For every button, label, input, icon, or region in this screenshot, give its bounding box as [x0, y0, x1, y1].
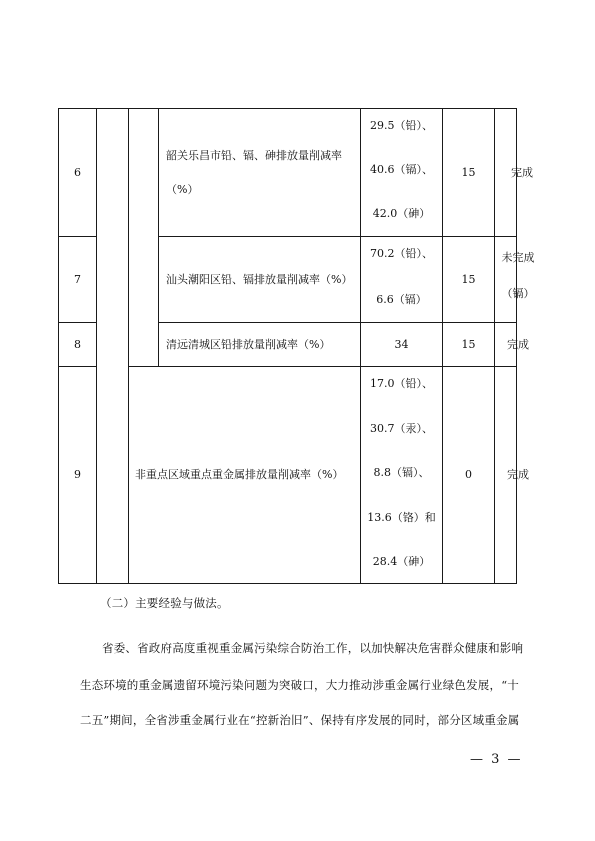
- row-number-cell: [59, 237, 96, 322]
- actual-value-line: 70.2（铅）、: [370, 247, 433, 260]
- status-text: 完成: [511, 165, 533, 179]
- indicator-line: （%）: [166, 182, 199, 196]
- actual-value-cell: [361, 118, 442, 222]
- target-value: 0: [465, 468, 472, 481]
- section-heading: （二）主要经验与做法。: [100, 596, 229, 610]
- indicator-line: 汕头潮阳区铅、镉排放量削减率（%）: [166, 272, 353, 286]
- status-cell: [494, 367, 542, 583]
- actual-value-line: 28.4（砷）: [372, 555, 431, 568]
- indicator-line: 清远清城区铅排放量削减率（%）: [166, 337, 331, 351]
- actual-value-line: 40.6（镉）、: [370, 163, 433, 176]
- indicator-line: 非重点区域重点重金属排放量削减率（%）: [135, 468, 344, 481]
- status-text: （镉）: [501, 287, 535, 300]
- body-line: 二五”期间，全省涉重金属行业在“控新治旧”、保持有序发展的同时，部分区域重金属: [80, 713, 520, 727]
- actual-value-line: 8.8（镉）、: [373, 466, 430, 479]
- actual-value-cell: [361, 323, 442, 366]
- target-value: 15: [461, 272, 476, 286]
- status-text: 完成: [507, 337, 529, 351]
- target-value-cell: [443, 109, 494, 236]
- actual-value-line: 29.5（铅）、: [370, 119, 433, 132]
- indicator-line: 韶关乐昌市铅、镉、砷排放量削减率: [166, 148, 342, 162]
- actual-value-cell: [361, 246, 442, 308]
- indicator-cell: [135, 367, 360, 583]
- status-text: 完成: [507, 468, 529, 481]
- status-cell: [494, 250, 542, 302]
- indicator-cell: [166, 323, 360, 366]
- table-bottom-border: [58, 583, 516, 584]
- actual-value-line: 6.6（镉）: [376, 293, 427, 306]
- body-line: 生态环境的重金属遗留环境污染问题为突破口，大力推动涉重金属行业绿色发展，“十: [80, 678, 519, 692]
- actual-value-line: 34: [394, 337, 409, 351]
- row-number-cell: [59, 367, 96, 583]
- target-value: 15: [461, 337, 476, 351]
- actual-value-line: 13.6（铬）和: [367, 510, 436, 524]
- row-number: 6: [74, 165, 81, 179]
- column-divider: [128, 108, 129, 584]
- row-number-cell: [59, 323, 96, 366]
- actual-value-line: 30.7（汞）、: [370, 421, 433, 435]
- target-value-cell: [443, 237, 494, 322]
- row-number: 8: [74, 337, 81, 351]
- row-number: 7: [74, 272, 81, 286]
- actual-value-cell: [361, 376, 442, 570]
- target-value-cell: [443, 367, 494, 583]
- status-text: 未完成: [501, 251, 535, 264]
- column-divider: [158, 108, 159, 367]
- indicator-cell: [166, 237, 360, 322]
- page-number: — 3 —: [470, 752, 523, 767]
- target-value: 15: [461, 165, 476, 179]
- indicator-cell: [166, 109, 360, 236]
- row-number: 9: [74, 468, 81, 481]
- body-line: 省委、省政府高度重视重金属污染综合防治工作，以加快解决危害群众健康和影响: [102, 641, 524, 655]
- status-cell: [494, 323, 542, 366]
- target-value-cell: [443, 323, 494, 366]
- actual-value-line: 42.0（砷）: [372, 207, 431, 220]
- status-cell: [494, 109, 550, 236]
- column-divider: [96, 108, 97, 584]
- row-number-cell: [59, 109, 96, 236]
- actual-value-line: 17.0（铅）、: [370, 377, 433, 390]
